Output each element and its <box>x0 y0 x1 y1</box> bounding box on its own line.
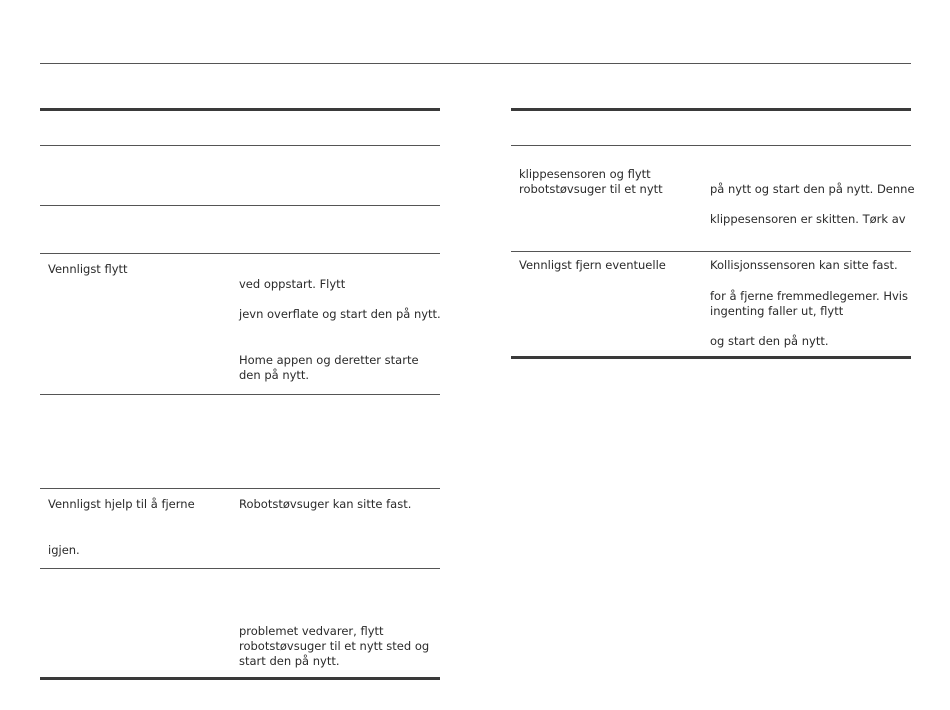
left-row-divider <box>40 253 440 254</box>
right-row-2-col2-line1: Kollisjonssensoren kan sitte fast. <box>710 258 898 272</box>
left-row-6-col2: problemet vedvarer, flytt robotstøvsuger til et nytt sted og start den på nytt. <box>239 624 430 668</box>
right-table-bottom-border <box>511 356 911 359</box>
left-row-divider <box>40 568 440 569</box>
left-row-3-col2-line3: Home appen og deretter starte den på nytt. <box>239 353 419 382</box>
right-row-2-col2-line3: og start den på nytt. <box>710 334 829 348</box>
right-row-1-col1: klippesensoren og flytt robotstøvsuger til et nytt <box>519 167 663 196</box>
left-row-5-col1-b: igjen. <box>48 543 80 557</box>
left-row-5-col2: Robotstøvsuger kan sitte fast. <box>239 497 412 511</box>
left-row-divider <box>40 205 440 206</box>
right-table-header-divider <box>511 145 911 146</box>
left-row-3-col2-line1: ved oppstart. Flytt <box>239 277 346 291</box>
left-row-5-col1: Vennligst hjelp til å fjerne <box>48 497 195 511</box>
right-row-2-col2-line2: for å fjerne fremmedlegemer. Hvis ingenting faller ut, flytt <box>710 289 908 318</box>
left-row-divider <box>40 488 440 489</box>
left-row-3-col1: Vennligst flytt <box>48 262 128 276</box>
top-rule <box>40 63 911 64</box>
right-table-top-border <box>511 108 911 111</box>
left-row-divider <box>40 394 440 395</box>
left-table-header-divider <box>40 145 440 146</box>
right-row-1-col2-line2: klippesensoren er skitten. Tørk av <box>710 212 906 226</box>
left-table-top-border <box>40 108 440 111</box>
left-table-bottom-border <box>40 677 440 680</box>
right-row-divider <box>511 251 911 252</box>
right-row-2-col1: Vennligst fjern eventuelle <box>519 258 666 272</box>
right-row-1-col2-line1: på nytt og start den på nytt. Denne <box>710 182 915 196</box>
left-row-3-col2-line2: jevn overflate og start den på nytt. <box>239 307 441 321</box>
